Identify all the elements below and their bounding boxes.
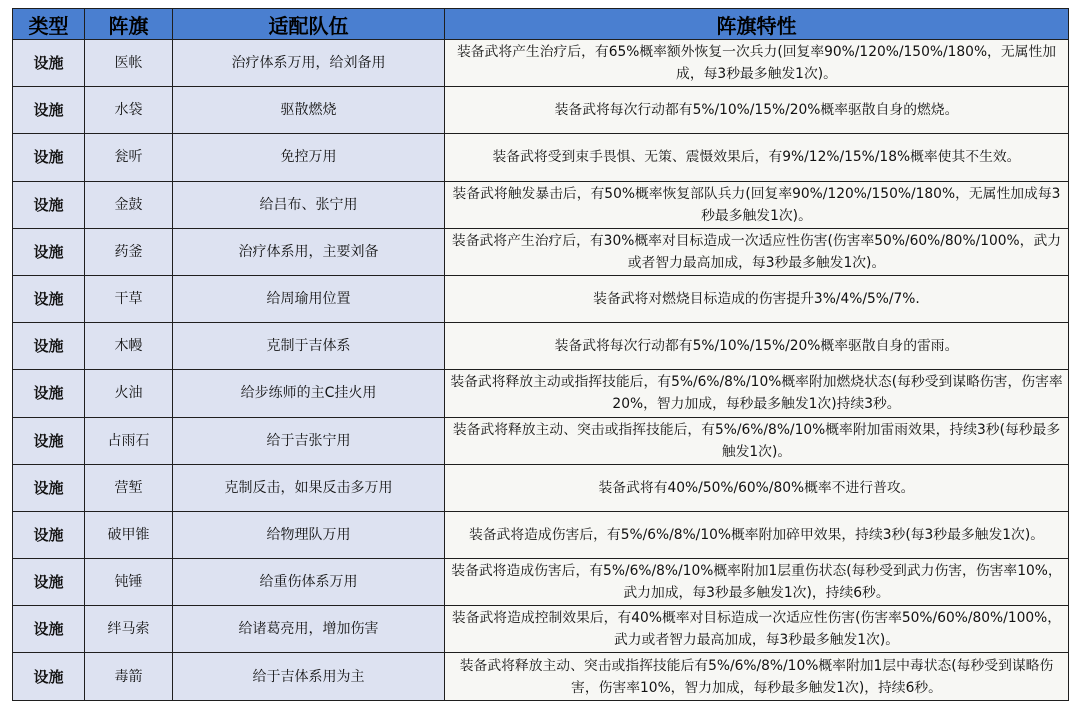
- trait-cell: 装备武将每次行动都有5%/10%/15%/20%概率驱散自身的燃烧。: [445, 87, 1069, 134]
- team-cell: 免控万用: [173, 134, 445, 181]
- table-row: [13, 40, 1069, 87]
- table-row: [13, 275, 1069, 322]
- team-cell: 治疗体系万用，给刘备用: [173, 40, 445, 87]
- header-row: [13, 9, 1069, 40]
- trait-cell: 装备武将有40%/50%/60%/80%概率不进行普攻。: [445, 464, 1069, 511]
- flag-name-cell: 医帐: [85, 40, 173, 87]
- flag-name-cell: 钝锤: [85, 559, 173, 606]
- trait-cell: 装备武将产生治疗后，有65%概率额外恢复一次兵力(回复率90%/120%/150%/180%，无属性加成，每3秒最多触发1次)。: [445, 40, 1069, 87]
- trait-cell: 装备武将造成控制效果后，有40%概率对目标造成一次适应性伤害(伤害率50%/60%/80%/100%，武力或者智力最高加成，每3秒最多触发1次)。: [445, 606, 1069, 653]
- type-cell: 设施: [13, 606, 85, 653]
- team-cell: 给物理队万用: [173, 511, 445, 558]
- header-type: 类型: [13, 9, 85, 40]
- flag-name-cell: 水袋: [85, 87, 173, 134]
- flag-name-cell: 占雨石: [85, 417, 173, 464]
- table-row: [13, 323, 1069, 370]
- team-cell: 给诸葛亮用，增加伤害: [173, 606, 445, 653]
- table-row: [13, 606, 1069, 653]
- table-row: [13, 134, 1069, 181]
- trait-cell: 装备武将对燃烧目标造成的伤害提升3%/4%/5%/7%.: [445, 275, 1069, 322]
- flag-table: [12, 8, 1069, 701]
- type-cell: 设施: [13, 464, 85, 511]
- trait-cell: 装备武将释放主动或指挥技能后，有5%/6%/8%/10%概率附加燃烧状态(每秒受到谋略伤害，伤害率20%，智力加成，每秒最多触发1次)持续3秒。: [445, 370, 1069, 417]
- flag-name-cell: 金鼓: [85, 181, 173, 228]
- trait-cell: 装备武将产生治疗后，有30%概率对目标造成一次适应性伤害(伤害率50%/60%/80%/100%，武力或者智力最高加成，每3秒最多触发1次)。: [445, 228, 1069, 275]
- type-cell: 设施: [13, 559, 85, 606]
- type-cell: 设施: [13, 87, 85, 134]
- team-cell: 克制于吉体系: [173, 323, 445, 370]
- table-row: [13, 464, 1069, 511]
- flag-name-cell: 药釜: [85, 228, 173, 275]
- team-cell: 给步练师的主C挂火用: [173, 370, 445, 417]
- table-row: [13, 559, 1069, 606]
- flag-name-cell: 火油: [85, 370, 173, 417]
- flag-name-cell: 毒箭: [85, 653, 173, 700]
- team-cell: 克制反击，如果反击多万用: [173, 464, 445, 511]
- trait-cell: 装备武将造成伤害后，有5%/6%/8%/10%概率附加1层重伤状态(每秒受到武力伤害，伤害率10%，武力加成，每3秒最多触发1次)，持续6秒。: [445, 559, 1069, 606]
- header-flag: 阵旗: [85, 9, 173, 40]
- type-cell: 设施: [13, 181, 85, 228]
- table-row: [13, 653, 1069, 700]
- team-cell: 给于吉体系用为主: [173, 653, 445, 700]
- trait-cell: 装备武将受到束手畏惧、无策、震慑效果后，有9%/12%/15%/18%概率使其不生效。: [445, 134, 1069, 181]
- trait-cell: 装备武将释放主动、突击或指挥技能后有5%/6%/8%/10%概率附加1层中毒状态(每秒受到谋略伤害，伤害率10%，智力加成，每秒最多触发1次)，持续6秒。: [445, 653, 1069, 700]
- flag-name-cell: 绊马索: [85, 606, 173, 653]
- header-trait: 阵旗特性: [445, 9, 1069, 40]
- flag-name-cell: 木幔: [85, 323, 173, 370]
- table-row: [13, 228, 1069, 275]
- team-cell: 治疗体系用，主要刘备: [173, 228, 445, 275]
- type-cell: 设施: [13, 40, 85, 87]
- team-cell: 驱散燃烧: [173, 87, 445, 134]
- team-cell: 给于吉张宁用: [173, 417, 445, 464]
- trait-cell: 装备武将造成伤害后，有5%/6%/8%/10%概率附加碎甲效果，持续3秒(每3秒最多触发1次)。: [445, 511, 1069, 558]
- flag-name-cell: 营堑: [85, 464, 173, 511]
- flag-name-cell: 破甲锥: [85, 511, 173, 558]
- header-team: 适配队伍: [173, 9, 445, 40]
- type-cell: 设施: [13, 511, 85, 558]
- trait-cell: 装备武将释放主动、突击或指挥技能后，有5%/6%/8%/10%概率附加雷雨效果，持续3秒(每秒最多触发1次)。: [445, 417, 1069, 464]
- type-cell: 设施: [13, 275, 85, 322]
- trait-cell: 装备武将每次行动都有5%/10%/15%/20%概率驱散自身的雷雨。: [445, 323, 1069, 370]
- type-cell: 设施: [13, 228, 85, 275]
- type-cell: 设施: [13, 134, 85, 181]
- flag-name-cell: 干草: [85, 275, 173, 322]
- trait-cell: 装备武将触发暴击后，有50%概率恢复部队兵力(回复率90%/120%/150%/180%，无属性加成每3秒最多触发1次)。: [445, 181, 1069, 228]
- type-cell: 设施: [13, 323, 85, 370]
- type-cell: 设施: [13, 417, 85, 464]
- type-cell: 设施: [13, 370, 85, 417]
- table-row: [13, 370, 1069, 417]
- team-cell: 给周瑜用位置: [173, 275, 445, 322]
- table-row: [13, 417, 1069, 464]
- flag-name-cell: 瓮听: [85, 134, 173, 181]
- table-row: [13, 87, 1069, 134]
- table-row: [13, 181, 1069, 228]
- table-row: [13, 511, 1069, 558]
- type-cell: 设施: [13, 653, 85, 700]
- team-cell: 给吕布、张宁用: [173, 181, 445, 228]
- team-cell: 给重伤体系万用: [173, 559, 445, 606]
